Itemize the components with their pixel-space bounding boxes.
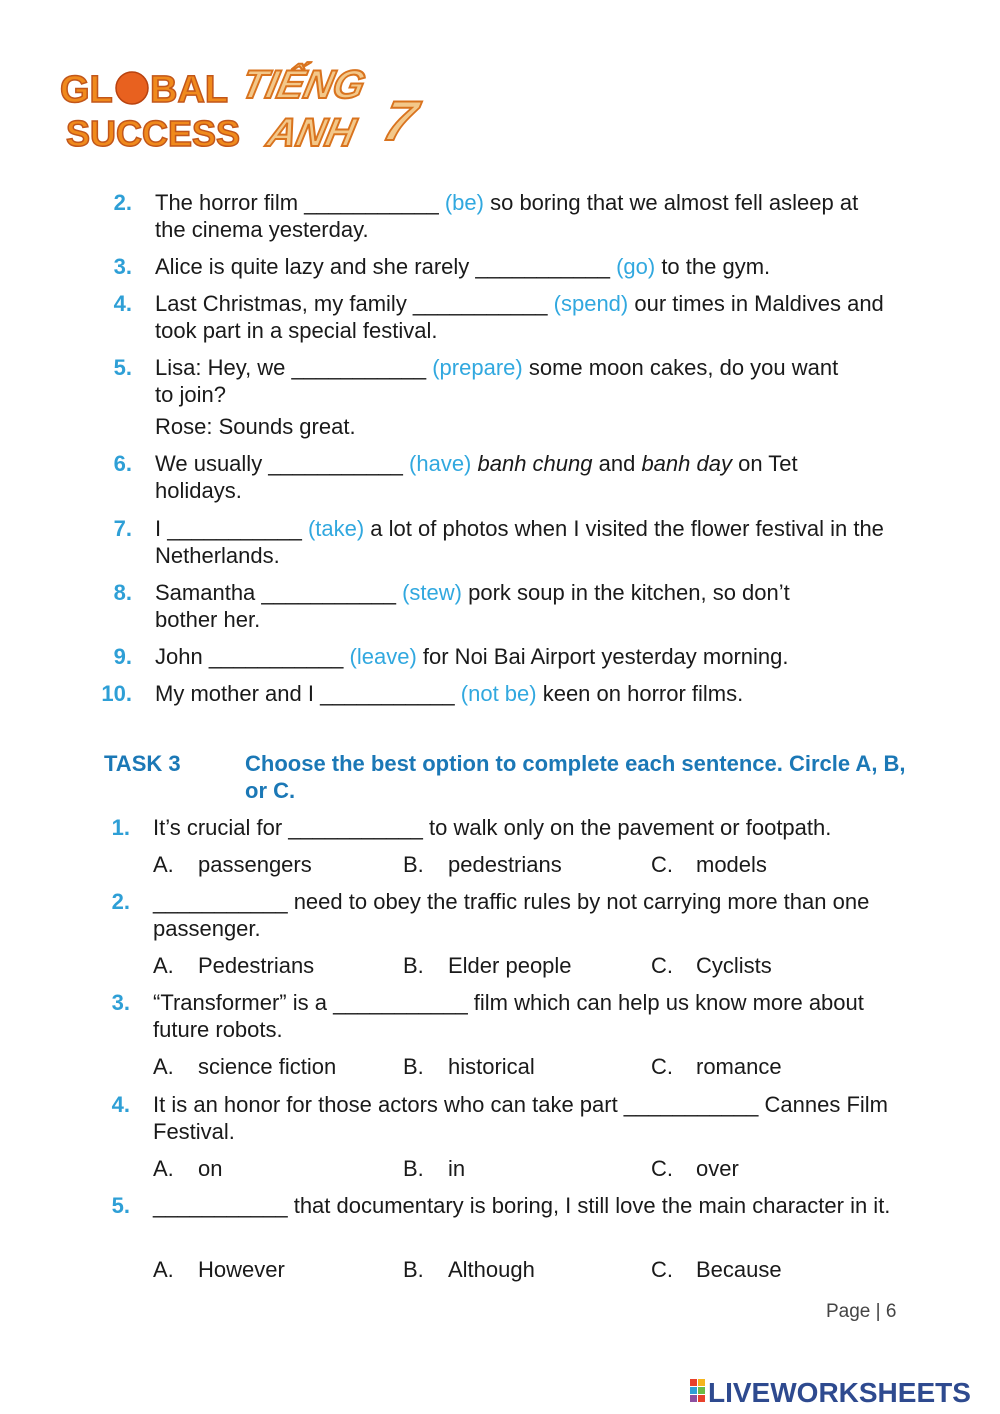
verb-hint: (have) bbox=[409, 451, 472, 476]
option-b[interactable]: Elder people bbox=[448, 953, 572, 978]
liveworksheets-wordmark: LIVEWORKSHEETS bbox=[708, 1377, 971, 1407]
item-text: My mother and I ___________ (not be) keen on horror films. bbox=[155, 681, 744, 706]
item-text: Samantha ___________ (stew) pork soup in the kitchen, so don’t bother her. bbox=[155, 580, 790, 632]
option-a[interactable]: Pedestrians bbox=[198, 953, 315, 978]
item-number: 3. bbox=[111, 990, 130, 1015]
option-letter-a: A. bbox=[153, 852, 174, 877]
item-number: 2. bbox=[111, 889, 130, 914]
option-letter-b: B. bbox=[403, 1156, 424, 1181]
item-text: We usually ___________ (have) banh chung and banh day on Tet holidays. bbox=[155, 451, 798, 503]
item-text: John ___________ (leave) for Noi Bai Airport yesterday morning. bbox=[155, 644, 789, 669]
item-number: 6. bbox=[113, 451, 132, 476]
item-text: The horror film ___________ (be) so boring that we almost fell asleep at the cinema yesterday. bbox=[155, 190, 859, 242]
option-c[interactable]: Cyclists bbox=[696, 953, 772, 978]
verb-hint: (not be) bbox=[460, 681, 537, 706]
question-text: ___________ that documentary is boring, I still love the main character in it. bbox=[153, 1193, 891, 1218]
svg-text:BAL: BAL bbox=[150, 69, 229, 111]
option-letter-a: A. bbox=[153, 1156, 174, 1181]
option-c[interactable]: Because bbox=[696, 1257, 782, 1282]
verb-hint: (go) bbox=[616, 254, 656, 279]
option-a[interactable]: passengers bbox=[198, 852, 312, 877]
question-text: It’s crucial for ___________ to walk only on the pavement or footpath. bbox=[153, 815, 832, 840]
svg-text:ANH: ANH bbox=[263, 109, 360, 155]
item-text: Last Christmas, my family ___________ (spend) our times in Maldives and took part in a special festival. bbox=[155, 291, 884, 343]
option-c[interactable]: models bbox=[696, 852, 767, 877]
svg-text:TIẾNG: TIẾNG bbox=[237, 61, 370, 107]
option-letter-a: A. bbox=[153, 1054, 174, 1079]
item-text: Alice is quite lazy and she rarely ___________ (go) to the gym. bbox=[155, 254, 771, 279]
item-number: 9. bbox=[113, 644, 132, 669]
option-letter-a: A. bbox=[153, 953, 174, 978]
verb-hint: (prepare) bbox=[432, 355, 523, 380]
item-number: 5. bbox=[113, 355, 132, 380]
verb-hint: (leave) bbox=[349, 644, 417, 669]
item-number: 4. bbox=[111, 1092, 130, 1117]
verb-hint: (take) bbox=[307, 516, 365, 541]
item-number: 7. bbox=[113, 516, 132, 541]
item-number: 3. bbox=[113, 254, 132, 279]
option-c[interactable]: romance bbox=[696, 1054, 782, 1079]
task-instructions: Choose the best option to complete each sentence. Circle A, B, or C. bbox=[245, 751, 906, 803]
global-success-logo bbox=[58, 58, 438, 158]
item-number: 2. bbox=[113, 190, 132, 215]
item-number: 8. bbox=[113, 580, 132, 605]
option-letter-b: B. bbox=[403, 953, 424, 978]
question-text: It is an honor for those actors who can take part ___________ Cannes Film Festival. bbox=[153, 1092, 888, 1144]
item-number: 10. bbox=[101, 681, 132, 706]
svg-text:SUCCESS: SUCCESS bbox=[66, 113, 241, 154]
option-b[interactable]: in bbox=[448, 1156, 466, 1181]
option-letter-c: C. bbox=[651, 1054, 673, 1079]
option-a[interactable]: on bbox=[198, 1156, 223, 1181]
dialogue-reply: Rose: Sounds great. bbox=[155, 414, 356, 439]
option-a[interactable]: science fiction bbox=[198, 1054, 337, 1079]
page-number: Page | 6 bbox=[826, 1301, 897, 1322]
item-number: 4. bbox=[113, 291, 132, 316]
option-c[interactable]: over bbox=[696, 1156, 739, 1181]
verb-hint: (stew) bbox=[402, 580, 462, 605]
item-text: Lisa: Hey, we ___________ (prepare) some moon cakes, do you want to join? bbox=[155, 355, 839, 407]
option-letter-b: B. bbox=[403, 1257, 424, 1282]
question-text: ___________ need to obey the traffic rules by not carrying more than one passenger. bbox=[153, 889, 870, 941]
option-letter-a: A. bbox=[153, 1257, 174, 1282]
option-letter-c: C. bbox=[651, 1257, 673, 1282]
svg-text:7: 7 bbox=[378, 89, 423, 152]
option-b[interactable]: historical bbox=[448, 1054, 535, 1079]
item-text: I ___________ (take) a lot of photos when I visited the flower festival in the Netherlands. bbox=[155, 516, 884, 568]
option-b[interactable]: Although bbox=[448, 1257, 535, 1282]
option-letter-c: C. bbox=[651, 953, 673, 978]
item-number: 5. bbox=[111, 1193, 130, 1218]
verb-hint: (spend) bbox=[553, 291, 629, 316]
task-label: TASK 3 bbox=[104, 751, 181, 776]
option-letter-c: C. bbox=[651, 852, 673, 877]
option-a[interactable]: However bbox=[198, 1257, 285, 1282]
svg-text:GL: GL bbox=[60, 69, 113, 111]
liveworksheets-logo bbox=[690, 1375, 990, 1407]
option-letter-c: C. bbox=[651, 1156, 673, 1181]
option-letter-b: B. bbox=[403, 852, 424, 877]
option-letter-b: B. bbox=[403, 1054, 424, 1079]
item-number: 1. bbox=[111, 815, 130, 840]
question-text: “Transformer” is a ___________ film which can help us know more about future robots. bbox=[153, 990, 864, 1042]
verb-hint: (be) bbox=[444, 190, 484, 215]
option-b[interactable]: pedestrians bbox=[448, 852, 562, 877]
